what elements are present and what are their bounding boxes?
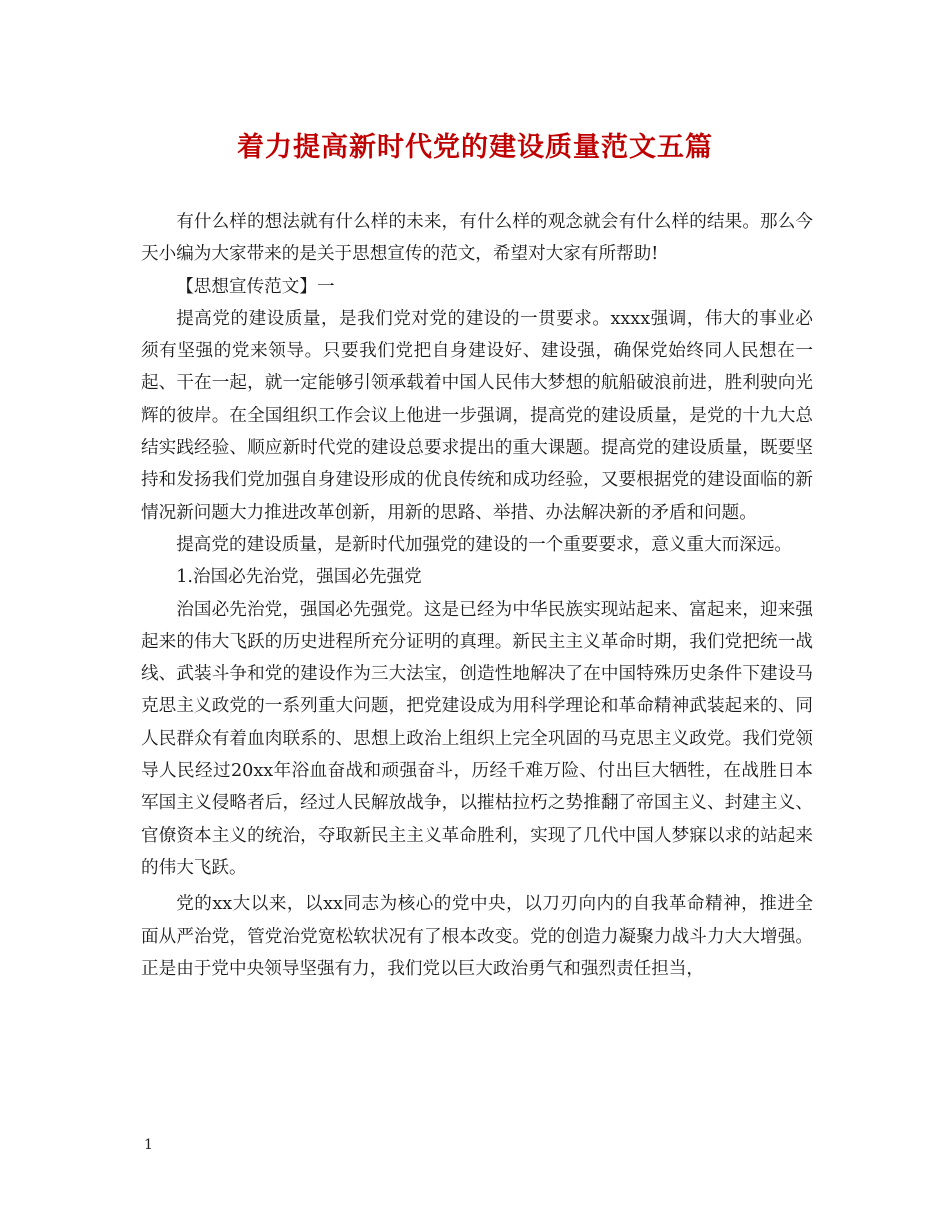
paragraph-body: 党的xx大以来，以xx同志为核心的党中央，以刀刃向内的自我革命精神，推进全面从严治党，管党治党宽松软状况有了根本改变。党的创造力凝聚力战斗力大大增强。正是由于党中央领导坚强有力，我们党以巨大政治勇气和强烈责任担当， (141, 894, 813, 979)
document-body (141, 206, 813, 985)
paragraph-body: 提高党的建设质量，是我们党对党的建设的一贯要求。xxxx强调，伟大的事业必须有坚强的党来领导。只要我们党把自身建设好、建设强，确保党始终同人民想在一起、干在一起，就一定能够引领承载着中国人民伟大梦想的航船破浪前进，胜利驶向光辉的彼岸。在全国组织工作会议上他进一步强调，提高党的建设质量，是党的十九大总结实践经验、顺应新时代党的建设总要求提出的重大课题。提高党的建设质量，既要坚持和发扬我们党加强自身建设形成的优良传统和成功经验，又要根据党的建设面临的新情况新问题大力推进改革创新，用新的思路、举措、办法解决新的矛盾和问题。 (141, 308, 813, 523)
paragraph-body: 治国必先治党，强国必先强党。这是已经为中华民族实现站起来、富起来，迎来强起来的伟大飞跃的历史进程所充分证明的真理。新民主主义革命时期，我们党把统一战线、武装斗争和党的建设作为三大法宝，创造性地解决了在中国特殊历史条件下建设马克思主义政党的一系列重大问题，把党建设成为用科学理论和革命精神武装起来的、同人民群众有着血肉联系的、思想上政治上组织上完全巩固的马克思主义政党。我们党领导人民经过20xx年浴血奋战和顽强奋斗，历经千难万险、付出巨大牺牲，在战胜日本军国主义侵略者后，经过人民解放战争，以摧枯拉朽之势推翻了帝国主义、封建主义、官僚资本主义的统治，夺取新民主主义革命胜利，实现了几代中国人梦寐以求的站起来的伟大飞跃。 (141, 599, 813, 878)
subsection-heading: 1.治国必先治党，强国必先强党 (176, 567, 422, 588)
paragraph-body: 提高党的建设质量，是新时代加强党的建设的一个重要要求，意义重大而深远。 (176, 534, 792, 555)
section-heading: 【思想宣传范文】一 (176, 276, 335, 297)
paragraph-intro: 有什么样的想法就有什么样的未来，有什么样的观念就会有什么样的结果。那么今天小编为大家带来的是关于思想宣传的范文，希望对大家有所帮助! (141, 212, 813, 265)
document-title: 着力提高新时代党的建设质量范文五篇 (237, 132, 713, 163)
page-number: 1 (144, 1137, 153, 1153)
